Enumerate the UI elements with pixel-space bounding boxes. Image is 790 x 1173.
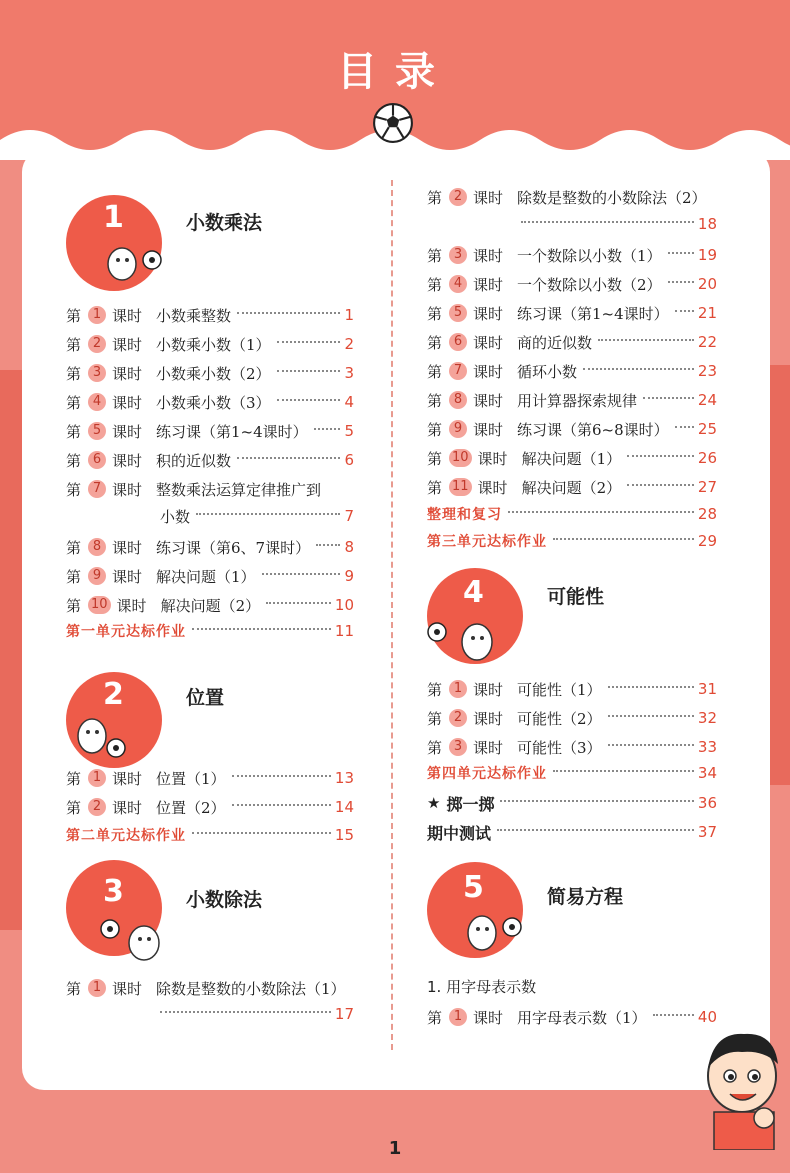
dot-leader [608,744,694,746]
di-label: 第 [427,275,443,294]
unit-1-title: 小数乘法 [186,212,263,234]
di-label: 第 [427,391,443,410]
dot-leader [277,341,341,343]
page-number: 34 [697,764,717,782]
unit-4-number: 4 [463,575,484,610]
page-number: 36 [697,794,717,812]
keshi-label: 课时 [112,393,143,412]
section-heading[interactable] [427,973,717,999]
page-number: 2 [344,335,354,353]
dinosaur-mascot-icon [100,915,170,967]
di-label: 第 [66,480,82,499]
di-label: 第 [66,422,82,441]
keshi-label: 课时 [116,596,147,615]
dot-leader [232,775,331,777]
keshi-label: 课时 [112,451,143,470]
toc-row-continuation[interactable] [521,211,717,237]
lesson-title: 练习课（第1~4课时） [156,422,308,441]
dot-leader [608,715,694,717]
lesson-number-badge: 1 [88,306,106,324]
unit-3-title: 小数除法 [186,889,263,911]
lesson-title: 解决问题（2） [521,478,622,497]
section-title: 1. 用字母表示数 [427,977,537,996]
di-label: 第 [66,306,82,325]
lesson-title: 解决问题（1） [156,567,256,586]
lesson-title: 用字母表示数（1） [517,1008,647,1027]
dot-leader [192,628,331,630]
di-label: 第 [427,449,443,468]
toc-row[interactable] [427,445,717,471]
lesson-number-badge: 3 [449,738,467,756]
unit-1-number: 1 [103,200,124,235]
lesson-title: 小数乘整数 [156,306,232,325]
page-number: 27 [697,478,717,496]
toc-row-review[interactable] [427,501,717,527]
dot-leader [553,770,694,772]
dot-leader [237,312,340,314]
toc-row[interactable] [66,975,354,1001]
dot-leader [643,397,694,399]
toc-row-continuation[interactable] [160,503,354,529]
toc-row-unit-test[interactable] [66,618,354,644]
page-number: 28 [697,505,717,523]
page-number-footer: 1 [388,1138,402,1159]
lesson-number-badge: 6 [88,451,106,469]
toc-row[interactable] [427,329,717,355]
lesson-number-badge: 1 [88,769,106,787]
dot-leader [553,538,694,540]
page-number: 25 [697,420,717,438]
page-number: 13 [334,769,354,787]
di-label: 第 [427,680,443,699]
di-label: 第 [66,596,82,615]
keshi-label: 课时 [112,364,143,383]
lesson-number-badge: 2 [449,188,467,206]
lesson-number-badge: 4 [88,393,106,411]
keshi-label: 课时 [112,306,143,325]
dot-leader [277,399,341,401]
page-number: 37 [697,823,717,841]
activity-title: 掷一掷 [446,794,495,814]
page-number: 4 [344,393,354,411]
dot-leader [583,368,694,370]
dot-leader [196,513,340,515]
keshi-label: 课时 [473,738,504,757]
lesson-title: 积的近似数 [156,451,232,470]
keshi-label: 课时 [473,304,504,323]
page-number: 8 [344,538,354,556]
lesson-title-continued: 小数 [160,507,191,526]
di-label: 第 [427,362,443,381]
lesson-number-badge: 11 [449,478,472,496]
lesson-number-badge: 4 [449,275,467,293]
dot-leader [160,1011,331,1013]
keshi-label: 课时 [112,480,143,499]
di-label: 第 [427,709,443,728]
lesson-number-badge: 8 [449,391,467,409]
unit-test-title: 第一单元达标作业 [66,624,186,640]
unit-5-number: 5 [463,870,484,905]
keshi-label: 课时 [477,449,508,468]
lesson-title: 整数乘法运算定律推广到 [156,480,322,499]
toc-row[interactable] [66,765,354,791]
lesson-title: 一个数除以小数（1） [517,246,662,265]
lesson-title: 小数乘小数（3） [156,393,271,412]
lesson-title: 小数乘小数（1） [156,335,271,354]
page-number: 20 [697,275,717,293]
dinosaur-mascot-icon [460,905,524,955]
dot-leader [653,1014,694,1016]
lesson-title: 可能性（3） [517,738,602,757]
page-number: 6 [344,451,354,469]
page-number: 11 [334,622,354,640]
column-divider [391,180,393,1050]
toc-row[interactable] [427,474,717,500]
dot-leader [314,428,341,430]
di-label: 第 [427,304,443,323]
page-number: 21 [697,304,717,322]
page-number: 22 [697,333,717,351]
page-number: 9 [344,567,354,585]
di-label: 第 [66,393,82,412]
page-number: 14 [334,798,354,816]
unit-3-number: 3 [103,874,124,909]
di-label: 第 [66,769,82,788]
di-label: 第 [66,335,82,354]
lesson-number-badge: 9 [88,567,106,585]
dot-leader [266,602,331,604]
toc-row[interactable] [66,418,354,444]
lesson-title: 商的近似数 [517,333,593,352]
lesson-number-badge: 1 [449,680,467,698]
lesson-title: 小数乘小数（2） [156,364,271,383]
keshi-label: 课时 [473,246,504,265]
lesson-title: 位置（2） [156,798,226,817]
toc-row[interactable] [66,331,354,357]
dot-leader [508,511,694,513]
page-number: 24 [697,391,717,409]
dot-leader [262,573,341,575]
unit-test-title: 第二单元达标作业 [66,828,186,844]
dot-leader [668,252,694,254]
lesson-number-badge: 9 [449,420,467,438]
toc-row-activity[interactable] [427,790,717,816]
dot-leader [500,800,693,802]
dot-leader [232,804,331,806]
dot-leader [608,686,694,688]
lesson-number-badge: 7 [449,362,467,380]
di-label: 第 [66,451,82,470]
toc-row[interactable] [427,676,717,702]
toc-row[interactable] [66,360,354,386]
dot-leader [627,455,694,457]
toc-row-unit-test[interactable] [427,528,717,554]
di-label: 第 [427,420,443,439]
page-number: 18 [697,215,717,233]
toc-row[interactable] [427,416,717,442]
dinosaur-mascot-icon [427,614,499,664]
lesson-title: 除数是整数的小数除法（2） [517,188,707,207]
page-number: 31 [697,680,717,698]
keshi-label: 课时 [473,188,504,207]
review-title: 整理和复习 [427,507,502,523]
di-label: 第 [66,798,82,817]
keshi-label: 课时 [473,680,504,699]
unit-2-number: 2 [103,677,124,712]
toc-row[interactable] [427,705,717,731]
di-label: 第 [66,364,82,383]
keshi-label: 课时 [473,1008,504,1027]
keshi-label: 课时 [112,335,143,354]
page-number: 15 [334,826,354,844]
toc-row[interactable] [427,184,717,210]
page-number: 3 [344,364,354,382]
lesson-number-badge: 5 [88,422,106,440]
lesson-number-badge: 1 [88,979,106,997]
keshi-label: 课时 [473,275,504,294]
page-number: 29 [697,532,717,550]
keshi-label: 课时 [112,567,143,586]
dinosaur-mascot-icon [70,708,130,760]
lesson-number-badge: 10 [88,596,111,614]
lesson-title: 位置（1） [156,769,226,788]
lesson-number-badge: 6 [449,333,467,351]
page-number: 19 [697,246,717,264]
unit-test-title: 第四单元达标作业 [427,766,547,782]
toc-row[interactable] [427,1004,717,1030]
keshi-label: 课时 [473,391,504,410]
toc-row-unit-test[interactable] [427,760,717,786]
dot-leader [277,370,341,372]
dot-leader [316,544,340,546]
keshi-label: 课时 [112,422,143,441]
lesson-title: 练习课（第6~8课时） [517,420,669,439]
keshi-label: 课时 [112,538,143,557]
soccer-ball-icon [372,102,414,144]
dot-leader [668,281,694,283]
keshi-label: 课时 [473,362,504,381]
di-label: 第 [66,567,82,586]
toc-row[interactable] [427,387,717,413]
dot-leader [521,221,694,223]
keshi-label: 课时 [473,420,504,439]
page-number: 33 [697,738,717,756]
di-label: 第 [66,979,82,998]
dot-leader [675,310,694,312]
lesson-number-badge: 5 [449,304,467,322]
lesson-title: 可能性（1） [517,680,602,699]
toc-row[interactable] [427,271,717,297]
cartoon-boy-icon [694,1020,790,1150]
lesson-number-badge: 2 [449,709,467,727]
keshi-label: 课时 [112,979,143,998]
page-number: 40 [697,1008,717,1026]
toc-row-continuation[interactable] [160,1001,354,1027]
toc-row[interactable] [66,563,354,589]
lesson-title: 练习课（第6、7课时） [156,538,311,557]
keshi-label: 课时 [477,478,508,497]
toc-row[interactable] [66,302,354,328]
di-label: 第 [427,478,443,497]
toc-row[interactable] [66,389,354,415]
dinosaur-mascot-icon [100,238,168,284]
lesson-number-badge: 2 [88,798,106,816]
toc-row[interactable] [66,447,354,473]
toc-row[interactable] [66,592,354,618]
toc-row[interactable] [66,794,354,820]
toc-row[interactable] [66,476,354,502]
star-icon: ★ [427,794,441,812]
di-label: 第 [427,246,443,265]
lesson-title: 可能性（2） [517,709,602,728]
dot-leader [675,426,694,428]
lesson-number-badge: 8 [88,538,106,556]
di-label: 第 [66,538,82,557]
unit-5-title: 简易方程 [547,886,624,908]
midterm-title: 期中测试 [427,823,492,843]
page-number: 23 [697,362,717,380]
dot-leader [237,457,340,459]
di-label: 第 [427,1008,443,1027]
page-number: 32 [697,709,717,727]
dot-leader [627,484,694,486]
page-number: 17 [334,1005,354,1023]
lesson-number-badge: 2 [88,335,106,353]
lesson-title: 解决问题（2） [160,596,261,615]
keshi-label: 课时 [473,709,504,728]
lesson-number-badge: 3 [449,246,467,264]
lesson-number-badge: 7 [88,480,106,498]
di-label: 第 [427,188,443,207]
unit-test-title: 第三单元达标作业 [427,534,547,550]
page-title: 目录 [337,49,453,95]
dot-leader [598,339,694,341]
lesson-title: 解决问题（1） [521,449,622,468]
page-number: 26 [697,449,717,467]
keshi-label: 课时 [473,333,504,352]
toc-row[interactable] [427,300,717,326]
di-label: 第 [427,738,443,757]
toc-row[interactable] [427,242,717,268]
toc-row[interactable] [427,734,717,760]
dot-leader [192,832,331,834]
lesson-title: 一个数除以小数（2） [517,275,662,294]
lesson-title: 用计算器探索规律 [517,391,638,410]
lesson-number-badge: 1 [449,1008,467,1026]
page-number: 1 [344,306,354,324]
dot-leader [497,829,694,831]
unit-4-title: 可能性 [547,586,605,608]
toc-row[interactable] [427,358,717,384]
lesson-number-badge: 3 [88,364,106,382]
lesson-title: 循环小数 [517,362,578,381]
lesson-title: 练习课（第1~4课时） [517,304,669,323]
keshi-label: 课时 [112,798,143,817]
page-number: 5 [344,422,354,440]
page-number: 10 [334,596,354,614]
lesson-title: 除数是整数的小数除法（1） [156,979,346,998]
di-label: 第 [427,333,443,352]
toc-row-midterm[interactable] [427,819,717,845]
toc-row-unit-test[interactable] [66,822,354,848]
unit-2-title: 位置 [186,687,225,709]
toc-row[interactable] [66,534,354,560]
keshi-label: 课时 [112,769,143,788]
page-number: 7 [344,507,354,525]
lesson-number-badge: 10 [449,449,472,467]
